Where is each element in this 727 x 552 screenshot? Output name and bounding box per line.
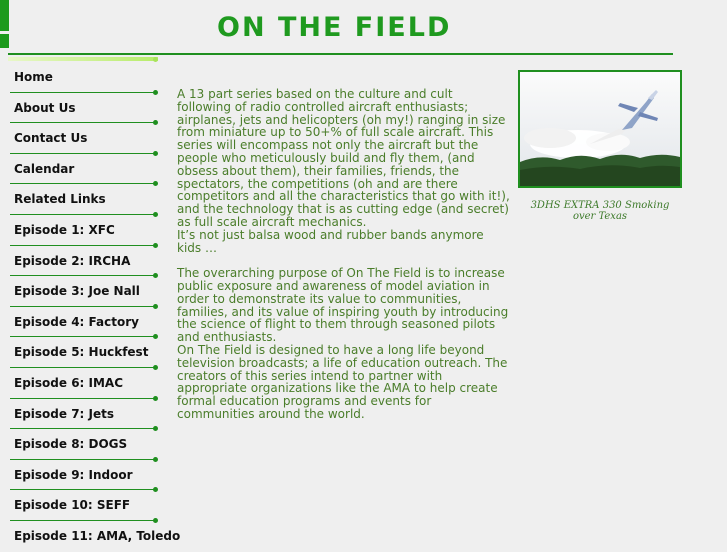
nav-item-label[interactable]: Episode 9: Indoor [14,467,133,482]
nav-item-episode-5[interactable] [10,337,160,368]
main-content [177,88,510,421]
nav-item-related-links[interactable] [10,184,160,215]
nav-item-label[interactable]: Episode 8: DOGS [14,437,128,452]
nav-item-label[interactable]: Related Links [14,192,106,207]
nav-item-calendar[interactable] [10,154,160,185]
nav-item-label[interactable]: Episode 3: Joe Nall [14,284,140,299]
corner-accent-top [0,0,9,31]
corner-accent-bottom [0,34,9,48]
sidebar-nav [10,62,181,552]
nav-item-episode-3[interactable] [10,276,160,307]
aircraft-photo [518,70,682,188]
education-paragraph: On The Field is designed to have a long life beyond television broadcasts; a life of education outreach. The creators of this series intend to partner with appropriate organizations like the AMA to help create formal education programs and events for communities around the world. [177,342,508,421]
site-title: ON THE FIELD [217,12,452,43]
nav-item-contact-us[interactable] [10,123,160,154]
nav-item-episode-7[interactable] [10,399,160,430]
nav-item-label[interactable]: Episode 11: AMA, Toledo [14,528,181,543]
nav-item-label[interactable]: Episode 5: Huckfest [14,345,149,360]
nav-item-episode-1[interactable] [10,215,160,246]
nav-item-label[interactable]: Calendar [14,161,75,176]
nav-item-label[interactable]: Episode 10: SEFF [14,498,131,513]
nav-item-episode-9[interactable] [10,460,160,491]
nav-item-episode-4[interactable] [10,307,160,338]
nav-item-label[interactable]: Home [14,70,53,84]
nav-item-label[interactable]: Episode 7: Jets [14,406,115,421]
nav-item-episode-8[interactable] [10,429,160,460]
nav-item-label[interactable]: Episode 4: Factory [14,314,139,329]
nav-item-home[interactable] [10,62,160,93]
nav-item-label[interactable]: Episode 6: IMAC [14,375,124,390]
nav-item-label[interactable]: Episode 1: XFC [14,222,115,237]
purpose-paragraph: The overarching purpose of On The Field is to increase public exposure and awareness of model aviation in order to demonstrate its value to communities, families, and its value of inspiring youth by introducing the science of flight to them through seasoned pilots and enthusiasts. [177,266,509,345]
nav-item-episode-2[interactable] [10,246,160,277]
nav-item-episode-6[interactable] [10,368,160,399]
header-divider [8,53,673,55]
intro-paragraph: A 13 part series based on the culture and cult following of radio controlled aircraft enthusiasts; airplanes, jets and helicopters (oh my!) ranging in size from miniature up to 50+% of full scale aircraft. This series will encompass not only the aircraft but the people who meticulously build and fly them, (and obsess about them), their families, friends, the spectators, the competitions (oh and are there competitors and all the characteristics that go with it!), and the technology that is as cutting edge (and secret) as full scale aircraft mechanics. [177,87,510,229]
photo-caption: 3DHS EXTRA 330 Smoking over Texas [530,200,670,222]
nav-item-about-us[interactable] [10,93,160,124]
tagline-paragraph: It’s not just balsa wood and rubber bands anymore kids … [177,227,484,255]
nav-item-label[interactable]: About Us [14,100,76,115]
nav-item-label[interactable]: Contact Us [14,131,88,146]
nav-item-episode-11[interactable] [10,521,181,552]
header-divider-glow [8,57,158,61]
nav-item-episode-10[interactable] [10,490,160,521]
aircraft-photo-image [520,72,680,186]
nav-item-label[interactable]: Episode 2: IRCHA [14,253,131,268]
